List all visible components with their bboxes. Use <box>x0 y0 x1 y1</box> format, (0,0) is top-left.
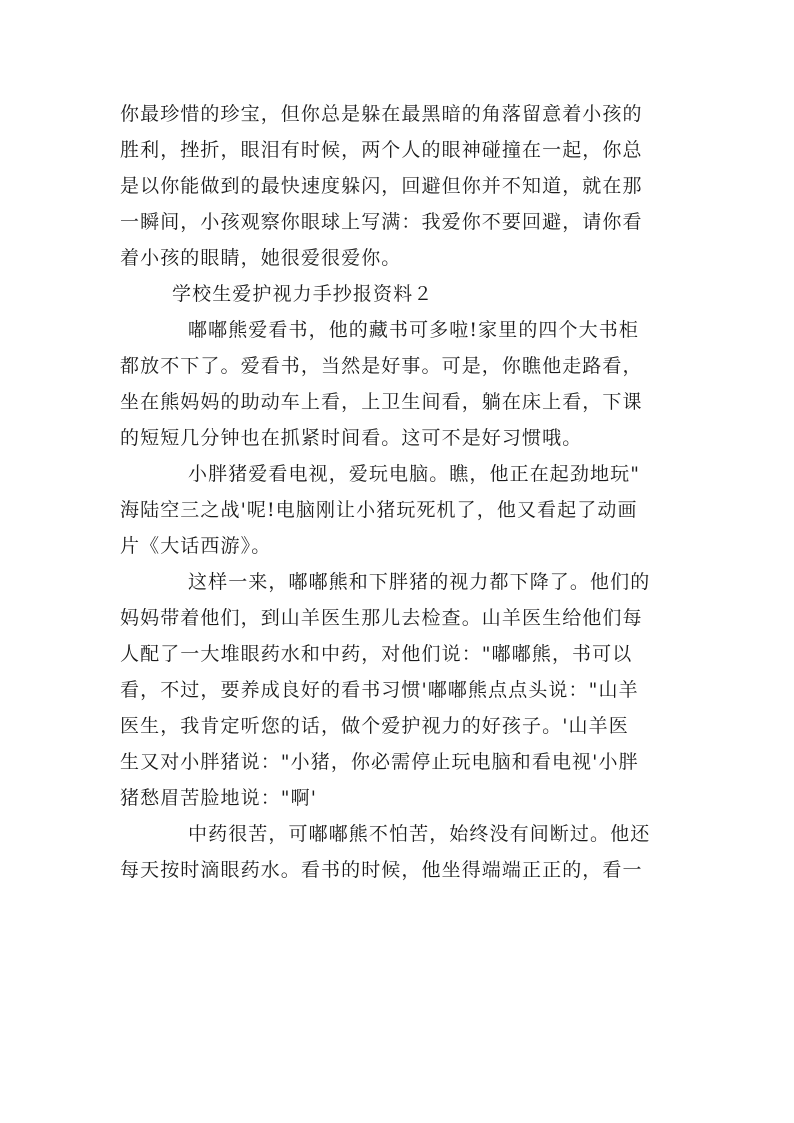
text-line: 每天按时滴眼药水。看书的时候，他坐得端端正正的，看一 <box>120 859 643 881</box>
text-line: 坐在熊妈妈的助动车上看，上卫生间看，躺在床上看，下课 <box>120 391 643 413</box>
text-line: 都放不下了。爱看书，当然是好事。可是，你瞧他走路看， <box>120 355 643 377</box>
text-line: 猪愁眉苦脸地说："啊' <box>120 787 318 809</box>
paragraph-first-line: 这样一来，嘟嘟熊和下胖猪的视力都下降了。他们的 <box>188 571 651 593</box>
section-heading: 学校生爱护视力手抄报资料２ <box>172 283 434 305</box>
text-line: 是以你能做到的最快速度躲闪，回避但你并不知道，就在那 <box>120 175 643 197</box>
text-line: 海陆空三之战'呢!电脑刚让小猪玩死机了，他又看起了动画 <box>120 499 638 521</box>
text-line: 看，不过，要养成良好的看书习惯'嘟嘟熊点点头说："山羊 <box>120 679 639 701</box>
text-line: 的短短几分钟也在抓紧时间看。这可不是好习惯哦。 <box>120 427 583 449</box>
text-line: 你最珍惜的珍宝，但你总是躲在最黑暗的角落留意着小孩的 <box>120 103 643 125</box>
text-line: 着小孩的眼睛，她很爱很爱你。 <box>120 247 402 269</box>
text-line: 一瞬间，小孩观察你眼球上写满：我爱你不要回避，请你看 <box>120 211 643 233</box>
paragraph-first-line: 嘟嘟熊爱看书，他的藏书可多啦!家里的四个大书柜 <box>188 319 639 341</box>
text-line: 妈妈带着他们，到山羊医生那儿去检查。山羊医生给他们每 <box>120 607 643 629</box>
text-line: 生又对小胖猪说："小猪，你必需停止玩电脑和看电视'小胖 <box>120 751 639 773</box>
text-line: 片《大话西游》。 <box>120 535 272 557</box>
paragraph-first-line: 中药很苦，可嘟嘟熊不怕苦，始终没有间断过。他还 <box>188 823 651 845</box>
document-body <box>120 96 680 888</box>
paragraph-first-line: 小胖猪爱看电视，爱玩电脑。瞧，他正在起劲地玩" <box>188 463 641 485</box>
text-line: 人配了一大堆眼药水和中药，对他们说："嘟嘟熊，书可以 <box>120 643 633 665</box>
text-line: 胜利，挫折，眼泪有时候，两个人的眼神碰撞在一起，你总 <box>120 139 643 161</box>
text-line: 医生，我肯定听您的话，做个爱护视力的好孩子。'山羊医 <box>120 715 629 737</box>
